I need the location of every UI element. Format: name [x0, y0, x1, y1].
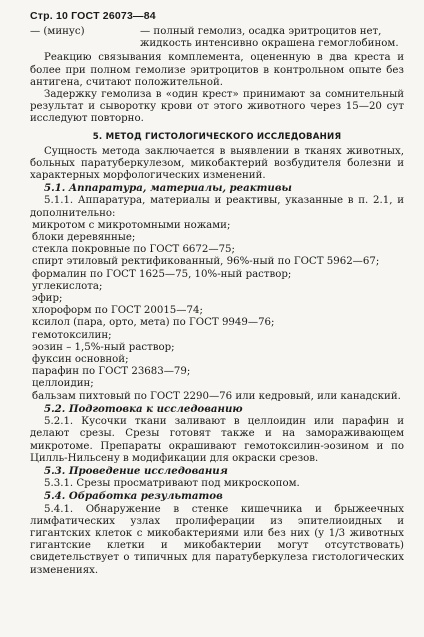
paragraph-doubtful: Задержку гемолиза в «один крест» принимают за сомнительный результат и сыворотку крови от этого животного через 15—20 сут исследуют повторно.: [30, 89, 404, 125]
section-intro: Сущность метода заключается в выявлении в тканях животных, больных паратуберкулезом, микобактерий возбудителя болезни и характерных морфологических изменений.: [30, 145, 404, 182]
list-item: целлоидин;: [32, 378, 94, 390]
paragraph-5-3-1: 5.3.1. Срезы просматривают под микроскопом.: [44, 478, 300, 490]
subsection-heading-5-2: [30, 403, 404, 416]
paragraph-5-4-1: 5.4.1. Обнаружение в стенке кишечника и брыжеечных лимфатических узлах пролиферации из эпителиоидных и гигантских клеток с микобактериями или без них (у 1/3 животных гигантские клетки и микобактерии могут отсутствовать) свидетельствует о типичных для паратуберкулеза гистологических изменениях.: [30, 503, 404, 576]
list-item: углекислота;: [32, 280, 103, 292]
section-title: 5. МЕТОД ГИСТОЛОГИЧЕСКОГО ИССЛЕДОВАНИЯ: [92, 131, 342, 142]
list-item: стекла покровные по ГОСТ 6672—75;: [32, 244, 235, 256]
list-item: эозин – 1,5%-ный раствор;: [32, 341, 175, 353]
page-header: Стр. 10 ГОСТ 26073—84: [30, 10, 156, 22]
paragraph-5-1-1: 5.1.1. Аппаратура, материалы и реактивы, указанные в п. 2.1, и дополнительно:: [30, 195, 404, 219]
paragraph-positive: Реакцию связывания комплемента, оцененную в два креста и более при полном гемолизе эритроцитов в контрольном опыте без антигена, считают положительной.: [30, 52, 404, 88]
list-item: фуксин основной;: [32, 354, 129, 366]
list-item: микротом с микротомными ножами;: [32, 219, 231, 231]
minus-definition: [30, 26, 404, 50]
materials-list: [30, 220, 404, 403]
heading-5-2: 5.2. Подготовка к исследованию: [44, 402, 243, 415]
list-item: бальзам пихтовый по ГОСТ 2290—76 или кедровый, или канадский.: [32, 390, 401, 402]
paragraph-5-2-1: 5.2.1. Кусочки ткани заливают в целлоидин или парафин и делают срезы. Срезы готовят также и на замораживающем микротоме. Препараты окрашивают гемотоксилин-эозином и по Цилль-Нильсену в модификации для окраски срезов.: [30, 416, 404, 464]
minus-term: — (минус): [30, 26, 85, 37]
heading-5-1: 5.1. Аппаратура, материалы, реактивы: [44, 182, 292, 195]
list-item: блоки деревянные;: [32, 232, 136, 244]
list-item: спирт этиловый ректификованный, 96%-ный по ГОСТ 5962—67;: [32, 256, 380, 268]
subsection-heading-5-3: [30, 465, 404, 478]
list-item: эфир;: [32, 293, 63, 305]
list-item: формалин по ГОСТ 1625—75, 10%-ный раствор;: [32, 268, 292, 280]
list-item: ксилол (пара, орто, мета) по ГОСТ 9949—76;: [32, 317, 275, 329]
list-item: хлороформ по ГОСТ 20015—74;: [32, 305, 203, 317]
list-item: гемотоксилин;: [32, 329, 112, 341]
minus-text: — полный гемолиз, осадка эритроцитов нет, жидкость интенсивно окрашена гемоглобином.: [140, 26, 399, 50]
list-item: парафин по ГОСТ 23683—79;: [32, 366, 191, 378]
heading-5-4: 5.4. Обработка результатов: [44, 490, 223, 503]
subsection-heading-5-4: [30, 490, 404, 503]
subsection-heading-5-1: [30, 182, 404, 195]
heading-5-3: 5.3. Проведение исследования: [44, 464, 228, 477]
